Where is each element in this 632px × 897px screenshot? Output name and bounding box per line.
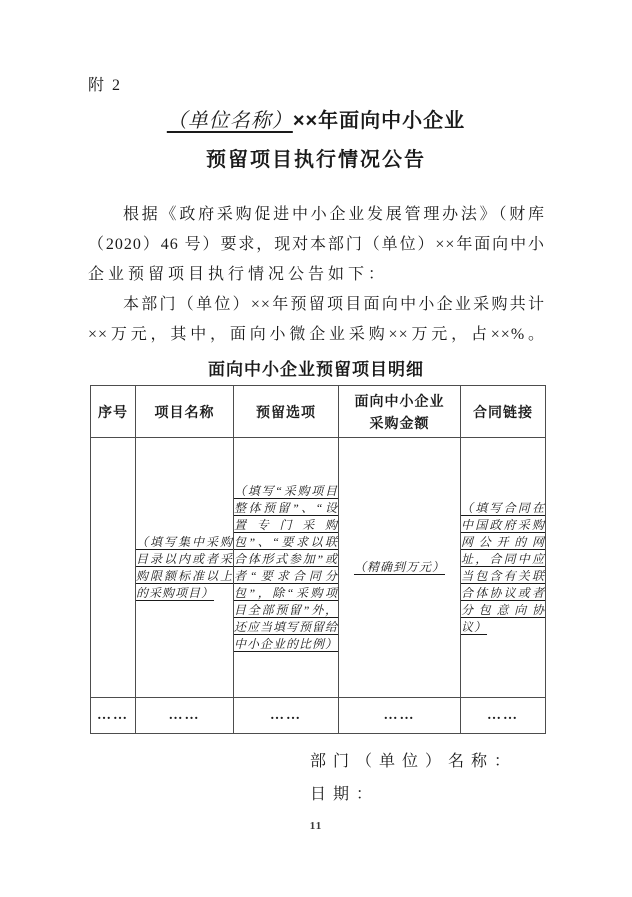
- footer-department-label: 部门（单位）名称：: [310, 753, 518, 770]
- table-ellipsis-row: [91, 698, 546, 734]
- cell-seq-empty: [91, 438, 136, 698]
- unit-name-placeholder: （单位名称）: [166, 110, 293, 132]
- header-cell-seq: [91, 386, 136, 438]
- header-label: 项目名称: [154, 403, 215, 420]
- instruction-text: （精确到万元）: [353, 560, 445, 574]
- instruction-text: （填写集中采购目录以内或者采购限额标准以上的采购项目）: [136, 534, 233, 600]
- ellipsis-cell: ……: [461, 698, 546, 734]
- ellipsis-cell: ……: [339, 698, 461, 734]
- body-line: 根据《政府采购促进中小企业发展管理办法》（财库: [123, 206, 545, 223]
- table-header-row: [91, 386, 546, 438]
- header-cell-amount: [339, 386, 461, 438]
- cell-amount-instruction: [339, 438, 461, 698]
- footer-date-label: 日期：: [310, 786, 380, 803]
- attachment-label: 附 2: [88, 77, 123, 94]
- cell-reserve-option-instruction: [234, 438, 339, 698]
- header-label-line2: 采购金额: [369, 414, 430, 431]
- cell-contract-link-instruction: [461, 438, 546, 698]
- document-title: [0, 108, 632, 172]
- body-paragraphs: [88, 200, 545, 350]
- page-number: 11: [309, 820, 323, 832]
- header-cell-reserve-option: [234, 386, 339, 438]
- instruction-text: （填写合同在中国政府采购网公开的网址，合同中应当包含有关联合体协议或者分包意向协议）: [461, 500, 545, 634]
- body-line: 本部门（单位）××年预留项目面向中小企业采购共计: [123, 296, 545, 313]
- details-table: [90, 385, 546, 734]
- cell-project-name-instruction: [136, 438, 234, 698]
- document-title-line1: [0, 108, 632, 134]
- body-line: （2020）46 号）要求，现对本部门（单位）××年面向中小: [88, 236, 545, 253]
- header-label: 预留选项: [256, 403, 316, 420]
- header-cell-contract-link: [461, 386, 546, 438]
- ellipsis-cell: ……: [234, 698, 339, 734]
- header-label: 序号: [98, 403, 128, 420]
- ellipsis-cell: ……: [91, 698, 136, 734]
- table-instruction-row: [91, 438, 546, 698]
- body-line: ××万元，其中，面向小微企业采购××万元，占××%。: [88, 326, 545, 343]
- header-label-line1: 面向中小企业: [354, 392, 445, 409]
- title-year-text: ××年面向中小企业: [292, 110, 466, 132]
- instruction-text: （填写“采购项目整体预留”、“设置专门采购包”、“要求以联合体形式参加”或者“要求合同分包”，除“采购项目全部预留”外，还应当填写预留给中小企业的比例）: [234, 483, 339, 651]
- header-label: 合同链接: [473, 403, 533, 420]
- document-footer: [310, 745, 517, 811]
- ellipsis-cell: ……: [136, 698, 234, 734]
- document-title-line2: 预留项目执行情况公告: [206, 149, 426, 171]
- header-cell-project-name: [136, 386, 234, 438]
- table-title: 面向中小企业预留项目明细: [208, 360, 424, 379]
- body-line: 企业预留项目执行情况公告如下：: [88, 266, 389, 283]
